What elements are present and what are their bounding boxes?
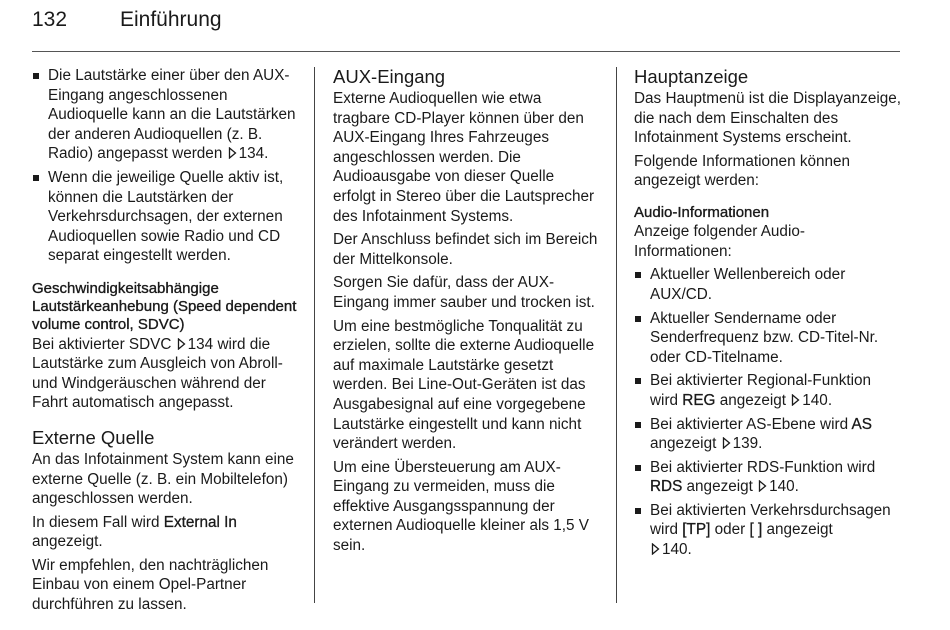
bullet-icon — [33, 73, 39, 79]
page-reference-link[interactable]: 140. — [662, 541, 692, 559]
paragraph: An das Infotainment System kann eine externe Quelle (z. B. ein Mobiltelefon) angeschlossen werden. — [32, 450, 294, 508]
paragraph: Bei aktivierter SDVC 134 wird die Lautstärke zum Ausgleich von Abroll- und Windgeräuschen während der Fahrt automatisch angepasst. — [32, 335, 283, 412]
paragraph: Um eine Übersteuerung am AUX-Eingang zu vermeiden, muss die effektive Ausgangsspannung der externen Audioquelle kleiner als 1,5 V sein. — [333, 458, 589, 555]
list-item: Bei aktivierter AS-Ebene wird AS angezeigt 139. — [634, 415, 902, 454]
display-text-as: AS — [851, 415, 872, 433]
subheading-sdvc: Geschwindigkeitsabhängige Lautstärkeanhebung (Speed dependent volume control, SDVC) — [32, 279, 297, 334]
bullet-icon — [635, 272, 641, 278]
list-item — [32, 168, 298, 266]
section-heading-hauptanzeige: Hauptanzeige — [634, 66, 749, 87]
page-reference-link[interactable]: 140. — [802, 391, 833, 409]
list-item — [634, 265, 902, 304]
paragraph: Sorgen Sie dafür, dass der AUX-Eingang immer sauber und trocken ist. — [333, 274, 595, 311]
page-reference-arrow-icon — [228, 147, 237, 159]
display-text-reg: REG — [682, 391, 716, 409]
page-number: 132 — [32, 8, 68, 31]
display-text-tp: [TP] — [682, 521, 711, 539]
bullet-icon — [635, 508, 641, 514]
header-divider — [32, 51, 900, 52]
bullet-icon — [635, 316, 641, 322]
column-middle — [333, 66, 599, 560]
page-reference-link[interactable]: 140. — [769, 478, 799, 496]
column-left — [32, 66, 298, 619]
display-text-rds: RDS — [650, 478, 683, 496]
list-item: Bei aktivierter Regional-Funktion wird REG angezeigt 140. — [634, 371, 902, 410]
bullet-icon — [635, 422, 641, 428]
display-text-empty-bracket: [ ] — [749, 521, 763, 539]
paragraph: Folgende Informationen können angezeigt werden: — [634, 152, 851, 190]
column-divider-1 — [314, 67, 315, 603]
list-item — [32, 66, 298, 164]
page-reference-arrow-icon — [791, 394, 800, 406]
subheading-audio-informationen: Audio-Informationen — [634, 203, 770, 221]
page-reference-link[interactable]: 139. — [732, 435, 763, 453]
paragraph: Wir empfehlen, den nachträglichen Einbau von einem Opel-Partner durchführen zu lassen. — [32, 556, 269, 614]
bullet-icon — [635, 465, 641, 471]
paragraph: In diesem Fall wird External In angezeigt. — [32, 513, 237, 551]
page-reference-arrow-icon — [722, 437, 731, 449]
page-reference-arrow-icon — [758, 480, 767, 492]
bullet-text: Die Lautstärke einer über den AUX-Eingang angeschlossenen Audioquelle kann an die Lautstärken der anderen Audioquellen (z. B. Radio) angepasst werden — [48, 67, 296, 163]
display-text-external-in: External In — [163, 513, 237, 531]
paragraph: Der Anschluss befindet sich im Bereich der Mittelkonsole. — [333, 231, 598, 268]
page-reference-link[interactable]: 134. — [238, 145, 269, 163]
list-item: Bei aktivierter RDS-Funktion wird RDS angezeigt 140. — [634, 458, 902, 497]
bullet-text: Aktueller Sendername oder Senderfrequenz bzw. CD-Titel-Nr. oder CD-Titelname. — [650, 309, 879, 366]
paragraph: Um eine bestmögliche Tonqualität zu erzielen, sollte die externe Audioquelle auf maximale Lautstärke gesetzt werden. Bei Line-Out-Geräten ist das Ausgabesignal auf eine vorgegebene Lautstärke eingestellt und kann nicht verändert werden. — [333, 317, 595, 453]
column-right — [634, 66, 902, 564]
bullet-icon — [635, 378, 641, 384]
section-heading-externe-quelle: Externe Quelle — [32, 426, 155, 448]
paragraph: Anzeige folgender Audio-Informationen: — [634, 223, 805, 260]
page-reference-link[interactable]: 134 — [187, 335, 214, 353]
list-item: Bei aktivierten Verkehrsdurchsagen wird [TP] oder [ ] angezeigt 140. — [634, 501, 902, 560]
list-item — [634, 309, 902, 368]
bullet-text: Aktueller Wellenbereich oder AUX/CD. — [650, 266, 846, 303]
bullet-text: Wenn die jeweilige Quelle aktiv ist, können die Lautstärken der Verkehrsdurchsagen, der externen Audioquellen sowie Radio und CD separat eingestellt werden. — [48, 168, 284, 265]
page-reference-arrow-icon — [177, 338, 186, 350]
page-title: Einführung — [120, 8, 222, 31]
bullet-icon — [33, 175, 39, 181]
paragraph: Das Hauptmenü ist die Displayanzeige, die nach dem Einschalten des Infotainment Systems erscheint. — [634, 90, 901, 147]
column-divider-2 — [616, 67, 617, 603]
page-reference-arrow-icon — [651, 543, 660, 555]
section-heading-aux-eingang: AUX-Eingang — [333, 66, 446, 87]
paragraph: Externe Audioquellen wie etwa tragbare CD-Player können über den AUX-Eingang Ihres Fahrzeuges angeschlossen werden. Die Audioausgabe von dieser Quelle erfolgt in Stereo über die Lautsprecher des Infotainment Systems. — [333, 90, 595, 225]
